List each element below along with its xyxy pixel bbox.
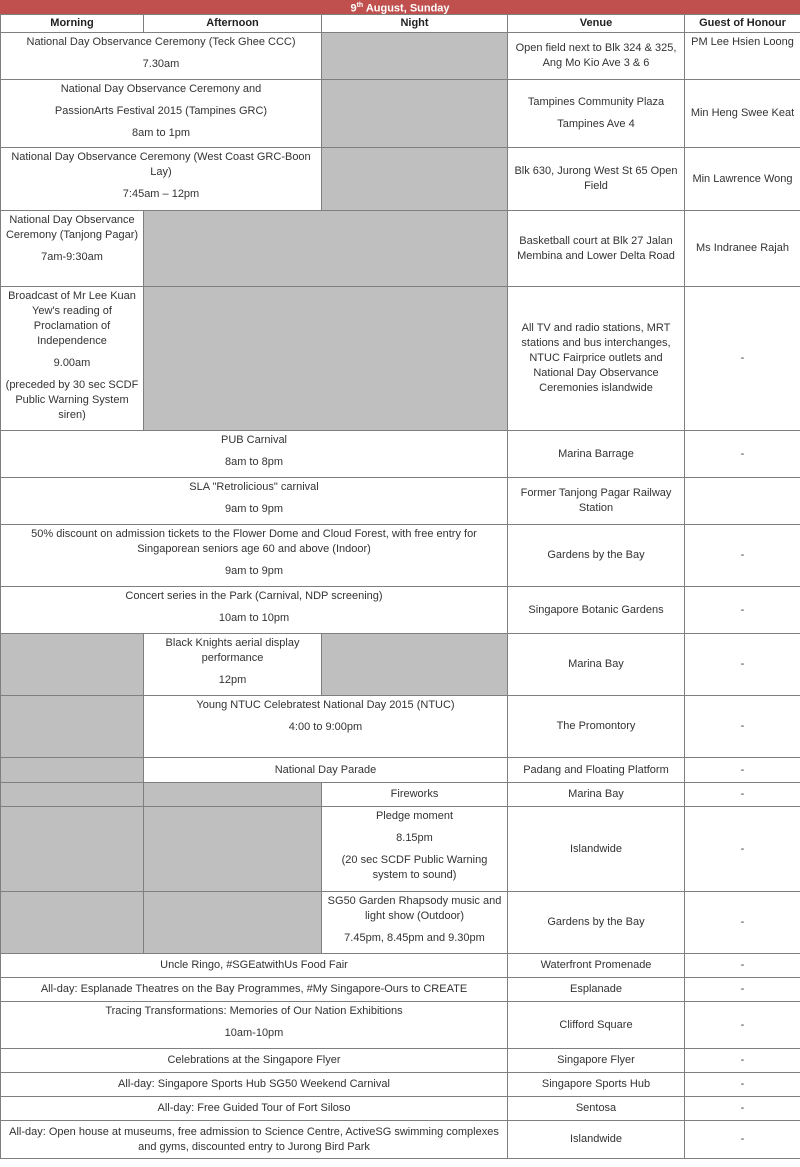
empty-slot (1, 634, 144, 696)
venue-cell: Blk 630, Jurong West St 65 Open Field (508, 148, 685, 211)
venue-cell: The Promontory (508, 696, 685, 758)
event-text: SLA "Retrolicious" carnival (189, 481, 319, 493)
guest-cell: - (685, 783, 800, 807)
event-cell (322, 807, 508, 892)
event-text: Concert series in the Park (Carnival, NDP screening) (125, 590, 383, 602)
venue-cell: Singapore Botanic Gardens (508, 587, 685, 634)
event-text: National Day Observance Ceremony (Teck Ghee CCC) (26, 36, 296, 48)
table-row (1, 978, 800, 1002)
table-row (1, 758, 800, 783)
event-text: National Day Observance Ceremony and (60, 83, 262, 95)
event-cell (1, 431, 508, 478)
title-superscript: th (356, 2, 364, 9)
table-row (1, 892, 800, 954)
event-cell: All-day: Esplanade Theatres on the Bay Programmes, #My Singapore-Ours to CREATE (1, 978, 508, 1002)
event-text: Tracing Transformations: Memories of Our Nation Exhibitions (105, 1005, 403, 1017)
event-time: 7.30am (142, 58, 180, 70)
venue-cell: Marina Bay (508, 634, 685, 696)
table-row (1, 1073, 800, 1097)
table-row (1, 587, 800, 634)
guest-cell: - (685, 287, 800, 431)
event-cell (144, 634, 322, 696)
guest-cell: - (685, 954, 800, 978)
header-morning: Morning (1, 15, 144, 33)
table-row (1, 1049, 800, 1073)
empty-slot (322, 33, 508, 80)
guest-cell: - (685, 758, 800, 783)
event-time: 4:00 to 9:00pm (288, 721, 363, 733)
venue-cell: Marina Bay (508, 783, 685, 807)
empty-slot (1, 807, 144, 892)
event-cell: National Day Parade (144, 758, 508, 783)
event-time: 9am to 9pm (224, 565, 284, 577)
venue-cell: Padang and Floating Platform (508, 758, 685, 783)
header-guest: Guest of Honour (685, 15, 800, 33)
event-text: Young NTUC Celebratest National Day 2015 (NTUC) (196, 699, 455, 711)
guest-cell: - (685, 892, 800, 954)
empty-slot (144, 783, 322, 807)
table-row (1, 1121, 800, 1159)
guest-cell: - (685, 807, 800, 892)
event-time: 10am-10pm (224, 1027, 284, 1039)
table-row (1, 954, 800, 978)
event-cell (1, 80, 322, 148)
event-cell: Uncle Ringo, #SGEatwithUs Food Fair (1, 954, 508, 978)
empty-slot (144, 211, 508, 287)
title-text: August, Sunday (363, 2, 450, 15)
page-title (0, 0, 800, 14)
guest-cell: Min Lawrence Wong (685, 148, 800, 211)
event-time: 7:45am – 12pm (122, 188, 200, 200)
event-text: Broadcast of Mr Lee Kuan Yew's reading of Proclamation of Independence (8, 290, 136, 347)
event-time: 8am to 8pm (224, 456, 284, 468)
header-venue: Venue (508, 15, 685, 33)
table-row (1, 148, 800, 211)
event-cell (144, 696, 508, 758)
event-cell (1, 148, 322, 211)
event-cell (1, 1002, 508, 1049)
event-time: 8.15pm (396, 832, 433, 844)
event-text: Pledge moment (375, 810, 454, 822)
venue-cell: Islandwide (508, 1121, 685, 1159)
venue-cell: Former Tanjong Pagar Railway Station (508, 478, 685, 525)
guest-cell: - (685, 1002, 800, 1049)
event-cell (1, 525, 508, 587)
table-row (1, 431, 800, 478)
venue-cell: Gardens by the Bay (508, 892, 685, 954)
empty-slot (1, 696, 144, 758)
empty-slot (1, 758, 144, 783)
guest-cell: - (685, 1049, 800, 1073)
table-row (1, 287, 800, 431)
guest-cell (685, 478, 800, 525)
event-text: National Day Observance Ceremony (Tanjong Pagar) (5, 214, 139, 241)
venue-cell: Esplanade (508, 978, 685, 1002)
table-row (1, 783, 800, 807)
event-cell: Fireworks (322, 783, 508, 807)
event-time: 9am to 9pm (224, 503, 284, 515)
table-row (1, 80, 800, 148)
table-row (1, 696, 800, 758)
guest-cell: - (685, 1121, 800, 1159)
guest-cell: - (685, 696, 800, 758)
guest-cell: - (685, 525, 800, 587)
venue-cell: Open field next to Blk 324 & 325, Ang Mo Kio Ave 3 & 6 (508, 33, 685, 80)
event-note: (preceded by 30 sec SCDF Public Warning System siren) (5, 379, 139, 421)
table-row (1, 211, 800, 287)
event-cell (1, 587, 508, 634)
venue-cell: Marina Barrage (508, 431, 685, 478)
event-note: (20 sec SCDF Public Warning system to sound) (341, 854, 488, 881)
event-text: National Day Observance Ceremony (West Coast GRC-Boon Lay) (11, 151, 311, 178)
event-cell: All-day: Open house at museums, free admission to Science Centre, ActiveSG swimming complexes and gyms, discounted entry to Jurong Bird Park (1, 1121, 508, 1159)
venue-cell: Sentosa (508, 1097, 685, 1121)
event-cell: All-day: Singapore Sports Hub SG50 Weekend Carnival (1, 1073, 508, 1097)
empty-slot (144, 892, 322, 954)
event-cell: All-day: Free Guided Tour of Fort Siloso (1, 1097, 508, 1121)
venue-cell: Waterfront Promenade (508, 954, 685, 978)
venue-cell: Islandwide (508, 807, 685, 892)
empty-slot (322, 80, 508, 148)
event-text: SG50 Garden Rhapsody music and light show (Outdoor) (327, 895, 502, 922)
event-time: 8am to 1pm (131, 127, 191, 139)
schedule-table (0, 14, 800, 1159)
table-row (1, 1002, 800, 1049)
header-afternoon: Afternoon (144, 15, 322, 33)
empty-slot (144, 287, 508, 431)
empty-slot (1, 783, 144, 807)
venue-text: Tampines Ave 4 (557, 118, 635, 130)
venue-cell: Gardens by the Bay (508, 525, 685, 587)
event-text: 50% discount on admission tickets to the Flower Dome and Cloud Forest, with free entry for Singaporean seniors age 60 and above (Indoor) (31, 528, 477, 555)
event-time: 7am-9:30am (41, 251, 103, 263)
event-cell (1, 211, 144, 287)
event-cell (1, 478, 508, 525)
table-row (1, 478, 800, 525)
table-row (1, 1097, 800, 1121)
table-row (1, 525, 800, 587)
guest-cell: Ms Indranee Rajah (685, 211, 800, 287)
guest-cell: - (685, 634, 800, 696)
event-cell (322, 892, 508, 954)
event-text: Black Knights aerial display performance (165, 637, 300, 664)
event-time: 9.00am (53, 357, 91, 369)
event-cell (1, 287, 144, 431)
empty-slot (1, 892, 144, 954)
guest-cell: - (685, 978, 800, 1002)
empty-slot (144, 807, 322, 892)
guest-cell: - (685, 1073, 800, 1097)
event-cell (1, 33, 322, 80)
header-row (1, 15, 800, 33)
venue-cell: Singapore Sports Hub (508, 1073, 685, 1097)
venue-cell (508, 80, 685, 148)
guest-cell: - (685, 1097, 800, 1121)
event-text: PUB Carnival (220, 434, 288, 446)
venue-cell: Basketball court at Blk 27 Jalan Membina and Lower Delta Road (508, 211, 685, 287)
venue-cell: All TV and radio stations, MRT stations and bus interchanges, NTUC Fairprice outlets and National Day Observance Ceremonies islandwide (508, 287, 685, 431)
guest-cell: Min Heng Swee Keat (685, 80, 800, 148)
empty-slot (322, 148, 508, 211)
table-row (1, 807, 800, 892)
event-text: PassionArts Festival 2015 (Tampines GRC) (54, 105, 268, 117)
venue-cell: Clifford Square (508, 1002, 685, 1049)
header-night: Night (322, 15, 508, 33)
event-time: 12pm (218, 674, 247, 686)
event-time: 7.45pm, 8.45pm and 9.30pm (344, 932, 485, 944)
table-row (1, 33, 800, 80)
title-day: 9 (350, 2, 357, 15)
guest-cell: - (685, 431, 800, 478)
event-time: 10am to 10pm (218, 612, 290, 624)
venue-text: Tampines Community Plaza (527, 96, 665, 108)
venue-cell: Singapore Flyer (508, 1049, 685, 1073)
empty-slot (322, 634, 508, 696)
guest-cell: - (685, 587, 800, 634)
event-cell: Celebrations at the Singapore Flyer (1, 1049, 508, 1073)
table-row (1, 634, 800, 696)
guest-cell: PM Lee Hsien Loong (685, 33, 800, 80)
